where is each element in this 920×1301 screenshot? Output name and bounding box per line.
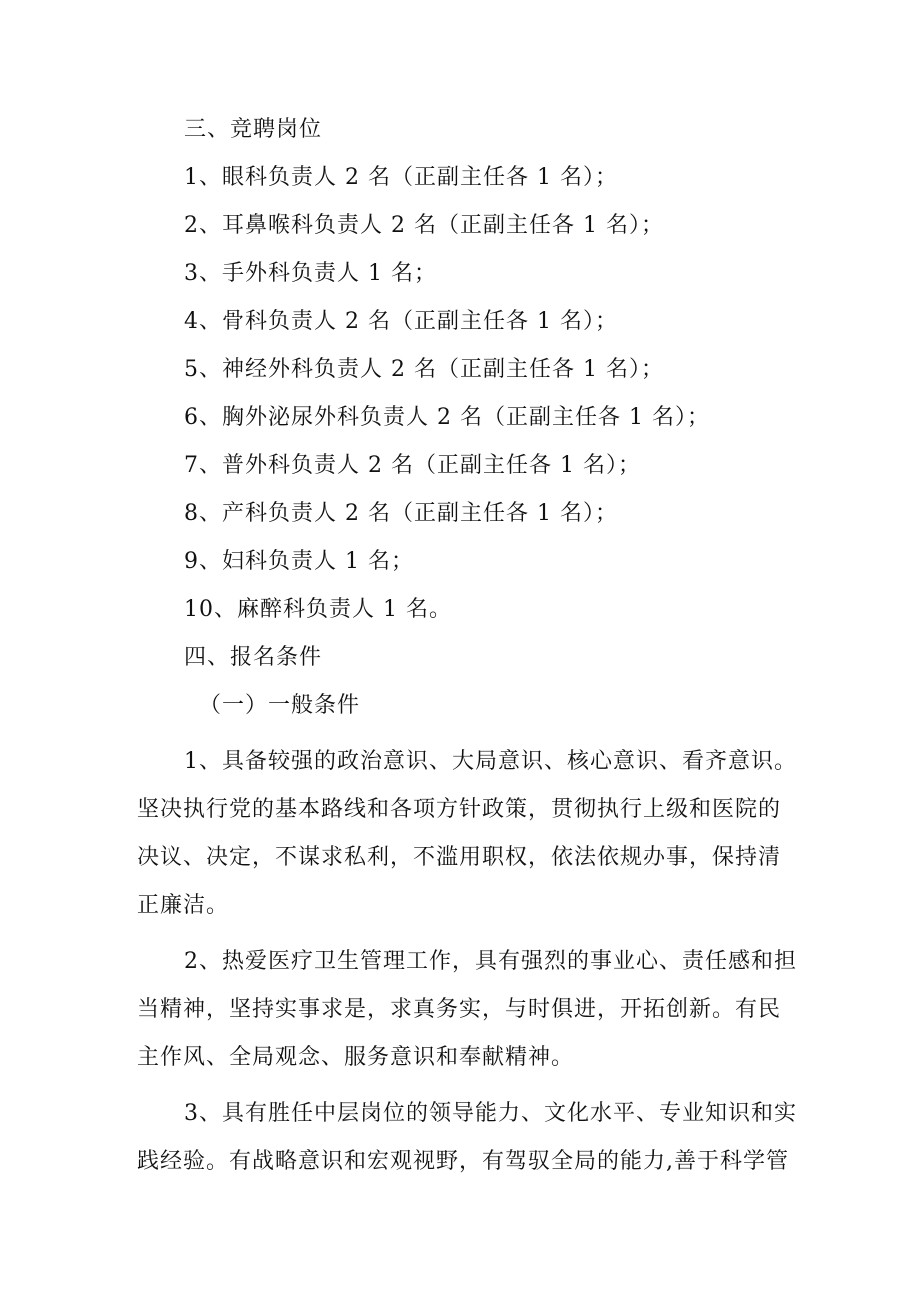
subheading-general: （一）一般条件 [199, 693, 361, 718]
paragraph-1 [137, 738, 847, 930]
post-item: 4、骨科负责人 2 名（正副主任各 1 名）； [184, 309, 618, 334]
paragraph-2 [137, 938, 847, 1082]
paragraph-line: 决议、决定，不谋求私利，不滥用职权，依法依规办事，保持清 [137, 845, 782, 870]
post-item: 3、手外科负责人 1 名； [184, 261, 437, 286]
paragraph-line: 主作风、全局观念、服务意识和奉献精神。 [137, 1045, 575, 1070]
section-heading-positions: 三、竞聘岗位 [184, 117, 323, 142]
paragraph-line: 当精神，坚持实事求是，求真务实，与时俱进，开拓创新。有民 [137, 997, 782, 1022]
paragraph-line: 2、热爱医疗卫生管理工作，具有强烈的事业心、责任感和担 [184, 949, 797, 974]
post-item: 9、妇科负责人 1 名； [184, 549, 414, 574]
paragraph-line: 3、具有胜任中层岗位的领导能力、文化水平、专业知识和实 [184, 1101, 797, 1126]
paragraph-line: 坚决执行党的基本路线和各项方针政策，贯彻执行上级和医院的 [137, 797, 782, 822]
post-item: 10、麻醉科负责人 1 名。 [184, 597, 452, 622]
post-item: 7、普外科负责人 2 名（正副主任各 1 名）； [184, 453, 641, 478]
paragraph-line: 1、具备较强的政治意识、大局意识、核心意识、看齐意识。 [184, 749, 797, 774]
post-item: 1、眼科负责人 2 名（正副主任各 1 名）； [184, 165, 618, 190]
section-heading-conditions: 四、报名条件 [184, 645, 323, 670]
paragraph-line: 践经验。有战略意识和宏观视野，有驾驭全局的能力,善于科学管 [137, 1149, 789, 1174]
document-page [137, 106, 847, 1186]
post-item: 8、产科负责人 2 名（正副主任各 1 名）； [184, 501, 618, 526]
post-item: 2、耳鼻喉科负责人 2 名（正副主任各 1 名）； [184, 213, 664, 238]
paragraph-3 [137, 1090, 847, 1186]
paragraph-line: 正廉洁。 [137, 893, 230, 918]
post-item: 5、神经外科负责人 2 名（正副主任各 1 名）； [184, 357, 664, 382]
post-item: 6、胸外泌尿外科负责人 2 名（正副主任各 1 名）； [184, 405, 710, 430]
